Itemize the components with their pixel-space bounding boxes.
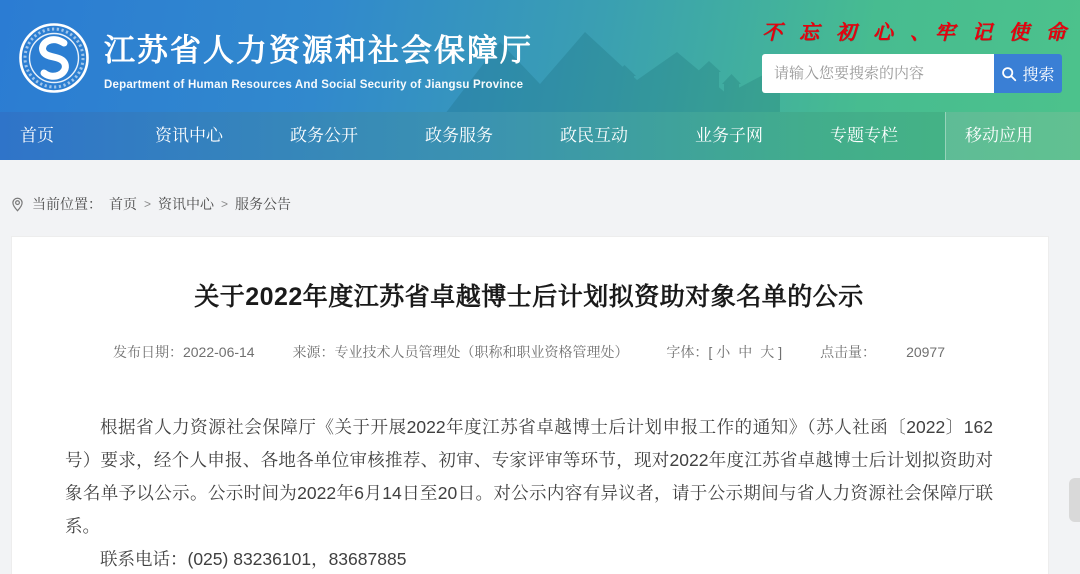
publish-date-label: 发布日期： (112, 344, 183, 360)
article-paragraph: 根据省人力资源社会保障厅《关于开展2022年度江苏省卓越博士后计划申报工作的通知》（苏人社函〔2022〕162号）要求，经个人申报、各地各单位审核推荐、初审、专家评审等环节，现对2022年度江苏省卓越博士后计划拟资助对象名单予以公示。公示时间为2022年6月14日至20日。对公示内容有异议者，请于公示期间与省人力资源社会保障厅联系。 (65, 417, 993, 536)
search-button[interactable] (994, 54, 1062, 93)
font-size-bracket-close: ] (778, 344, 783, 360)
breadcrumb-link-notices[interactable]: 服务公告 (235, 196, 292, 212)
search-input[interactable] (762, 54, 994, 93)
nav-item-home[interactable]: 首页 (20, 126, 54, 145)
source-label: 来源： (292, 344, 335, 360)
breadcrumb-separator: > (221, 197, 229, 211)
article-contact-line: 联系电话：(025) 83236101，83687885 (100, 549, 407, 569)
site-header (0, 0, 1080, 112)
article-meta (65, 342, 993, 362)
search-bar (762, 54, 1062, 93)
site-title: 江苏省人力资源和社会保障厅 (104, 33, 533, 68)
breadcrumb-link-news[interactable]: 资讯中心 (158, 196, 215, 212)
font-size-large-button[interactable]: 大 (760, 344, 775, 360)
search-button-label: 搜索 (1022, 67, 1055, 84)
hits-label: 点击量： (820, 344, 877, 360)
source-value: 专业技术人员管理处（职称和职业资格管理处） (334, 344, 629, 360)
font-size-label: 字体：[ (666, 344, 713, 360)
font-size-medium-button[interactable]: 中 (738, 344, 753, 360)
site-logo (18, 22, 90, 94)
nav-item-news[interactable]: 资讯中心 (155, 126, 223, 145)
breadcrumb-link-home[interactable]: 首页 (109, 196, 137, 212)
nav-item-services[interactable]: 政务服务 (425, 126, 493, 145)
font-size-control (666, 344, 786, 360)
slogan-banner: 不 忘 初 心 、牢 记 使 命 (762, 20, 1071, 44)
source (293, 344, 633, 360)
article-body (65, 411, 993, 574)
hit-counter (820, 344, 945, 360)
article-card (11, 236, 1049, 574)
site-subtitle: Department of Human Resources And Social Security of Jiangsu Province (104, 79, 524, 91)
nav-item-topics[interactable]: 专题专栏 (830, 126, 898, 145)
main-nav (0, 112, 1080, 160)
nav-item-mobile-apps[interactable]: 移动应用 (945, 112, 1080, 160)
nav-item-interaction[interactable]: 政民互动 (560, 126, 628, 145)
publish-date (113, 344, 259, 360)
publish-date-value: 2022-06-14 (182, 344, 255, 360)
search-icon (1001, 66, 1017, 82)
side-widget-handle[interactable] (1069, 478, 1080, 522)
article-title: 关于2022年度江苏省卓越博士后计划拟资助对象名单的公示 (194, 283, 864, 311)
breadcrumb (0, 160, 1080, 214)
nav-item-subsites[interactable]: 业务子网 (695, 126, 763, 145)
hits-value: 20977 (906, 344, 945, 360)
nav-item-disclosure[interactable]: 政务公开 (290, 126, 358, 145)
breadcrumb-separator: > (144, 197, 152, 211)
location-pin-icon (10, 197, 25, 212)
font-size-small-button[interactable]: 小 (716, 344, 731, 360)
breadcrumb-prefix: 当前位置： (32, 196, 102, 212)
